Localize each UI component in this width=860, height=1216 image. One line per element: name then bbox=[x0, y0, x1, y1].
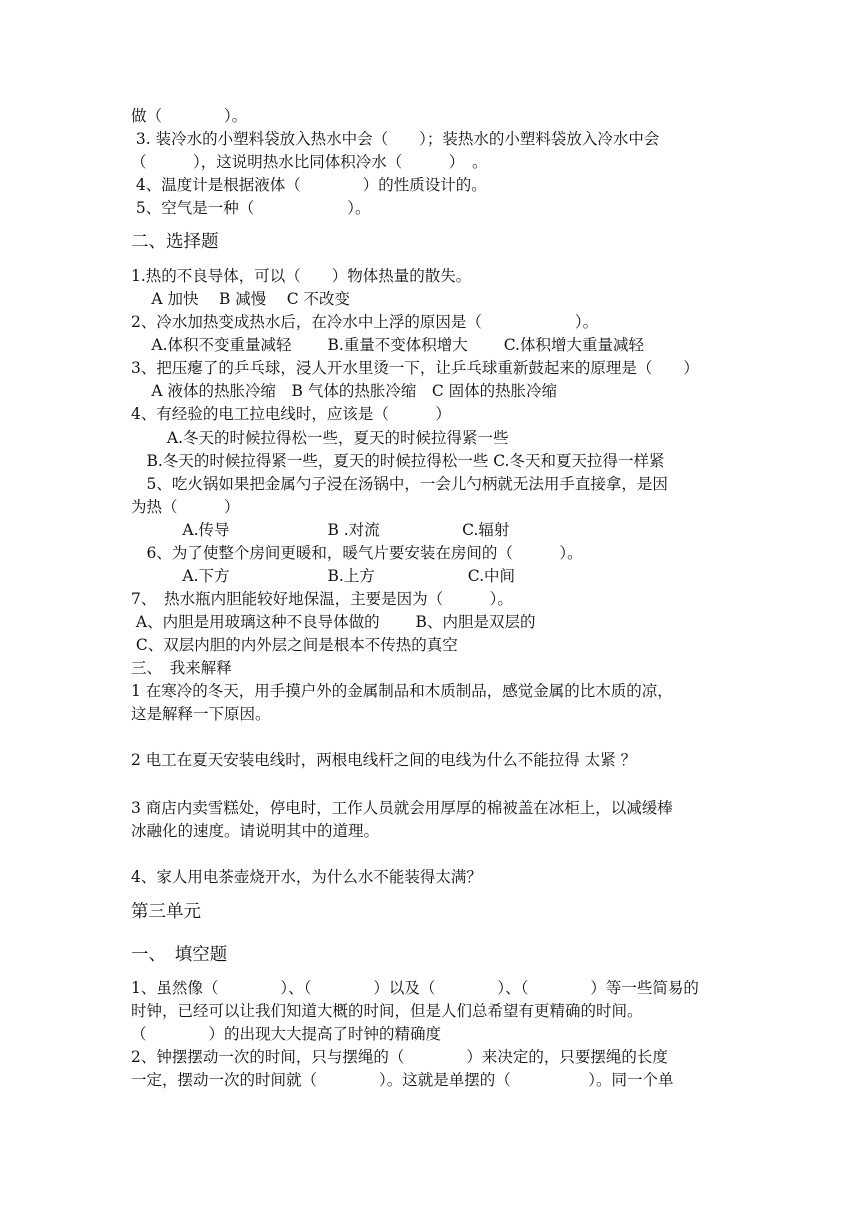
text-line: 做（ ）。 bbox=[131, 107, 248, 125]
text-line: 5、空气是一种（ ）。 bbox=[131, 199, 371, 217]
text-line: （ ），这说明热水比同体积冷水（ ） 。 bbox=[131, 153, 488, 171]
text-line: 冰融化的速度。请说明其中的道理。 bbox=[131, 822, 380, 840]
text-line: B.冬天的时候拉得紧一些，夏天的时候拉得松一些 C.冬天和夏天拉得一样紧 bbox=[131, 452, 665, 470]
section-heading: 一、 填空题 bbox=[131, 945, 228, 965]
unit-heading: 第三单元 bbox=[131, 902, 201, 922]
text-line: A 液体的热胀冷缩 B 气体的热胀冷缩 C 固体的热胀冷缩 bbox=[131, 382, 558, 400]
text-line: 一定，摆动一次的时间就（ ）。这就是单摆的（ ）。同一个单 bbox=[131, 1071, 674, 1089]
text-line: （ ）的出现大大提高了时钟的精确度 bbox=[131, 1025, 442, 1043]
text-line: A.冬天的时候拉得松一些，夏天的时候拉得紧一些 bbox=[131, 429, 509, 447]
text-line: 4、家人用电茶壶烧开水，为什么水不能装得太满？ bbox=[131, 868, 482, 886]
text-line: A.下方 B.上方 C.中间 bbox=[131, 567, 516, 585]
text-line: 1、虽然像（ ）、（ ）以及（ ）、（ ）等一些简易的 bbox=[131, 979, 699, 997]
text-line: 1.热的不良导体，可以（ ）物体热量的散失。 bbox=[131, 267, 472, 285]
text-line: 1 在寒冷的冬天，用手摸户外的金属制品和木质制品，感觉金属的比木质的凉， bbox=[131, 682, 673, 700]
text-line: 4、温度计是根据液体（ ）的性质设计的。 bbox=[131, 176, 487, 194]
text-line: A 加快 B 减慢 C 不改变 bbox=[131, 290, 351, 308]
text-line: 3 商店内卖雪糕处，停电时，工作人员就会用厚厚的棉被盖在冰柜上，以减缓棒 bbox=[131, 799, 673, 817]
text-line: 7、 热水瓶内胆能较好地保温，主要是因为（ ）。 bbox=[131, 590, 513, 608]
text-line: 6、为了使整个房间更暖和，暖气片要安装在房间的（ ）。 bbox=[131, 544, 583, 562]
text-line: 5、吃火锅如果把金属勺子浸在汤锅中，一会儿勺柄就无法用手直接拿，是因 bbox=[131, 475, 668, 493]
text-line: 3、把压瘪了的乒乓球，浸人开水里烫一下，让乒乓球重新鼓起来的原理是（ ） bbox=[131, 359, 699, 377]
text-line: 2、钟摆摆动一次的时间，只与摆绳的（ ）来决定的，只要摆绳的长度 bbox=[131, 1048, 668, 1066]
text-line: 2 电工在夏天安装电线时，两根电线杆之间的电线为什么不能拉得 太紧 ？ bbox=[131, 751, 637, 769]
text-line: C、双层内胆的内外层之间是根本不传热的真空 bbox=[131, 636, 458, 654]
text-line: 2、冷水加热变成热水后，在冷水中上浮的原因是（ ）。 bbox=[131, 313, 599, 331]
section-heading: 二、选择题 bbox=[131, 232, 219, 252]
text-line: 时钟，已经可以让我们知道大概的时间，但是人们总希望有更精确的时间。 bbox=[131, 1002, 643, 1020]
section-heading: 三、 我来解释 bbox=[131, 659, 232, 677]
text-line: 这是解释一下原因。 bbox=[131, 705, 271, 723]
text-line: A.传导 B .对流 C.辐射 bbox=[131, 521, 510, 539]
text-line: A.体积不变重量减轻 B.重量不变体积增大 C.体积增大重量减轻 bbox=[131, 336, 644, 354]
text-line: 为热（ ） bbox=[131, 498, 240, 516]
text-line: A、内胆是用玻璃这种不良导体做的 B、内胆是双层的 bbox=[131, 613, 536, 631]
text-line: 3. 装冷水的小塑料袋放入热水中会（ ）；装热水的小塑料袋放入冷水中会 bbox=[131, 130, 660, 148]
text-line: 4、有经验的电工拉电线时，应该是（ ） bbox=[131, 405, 451, 423]
